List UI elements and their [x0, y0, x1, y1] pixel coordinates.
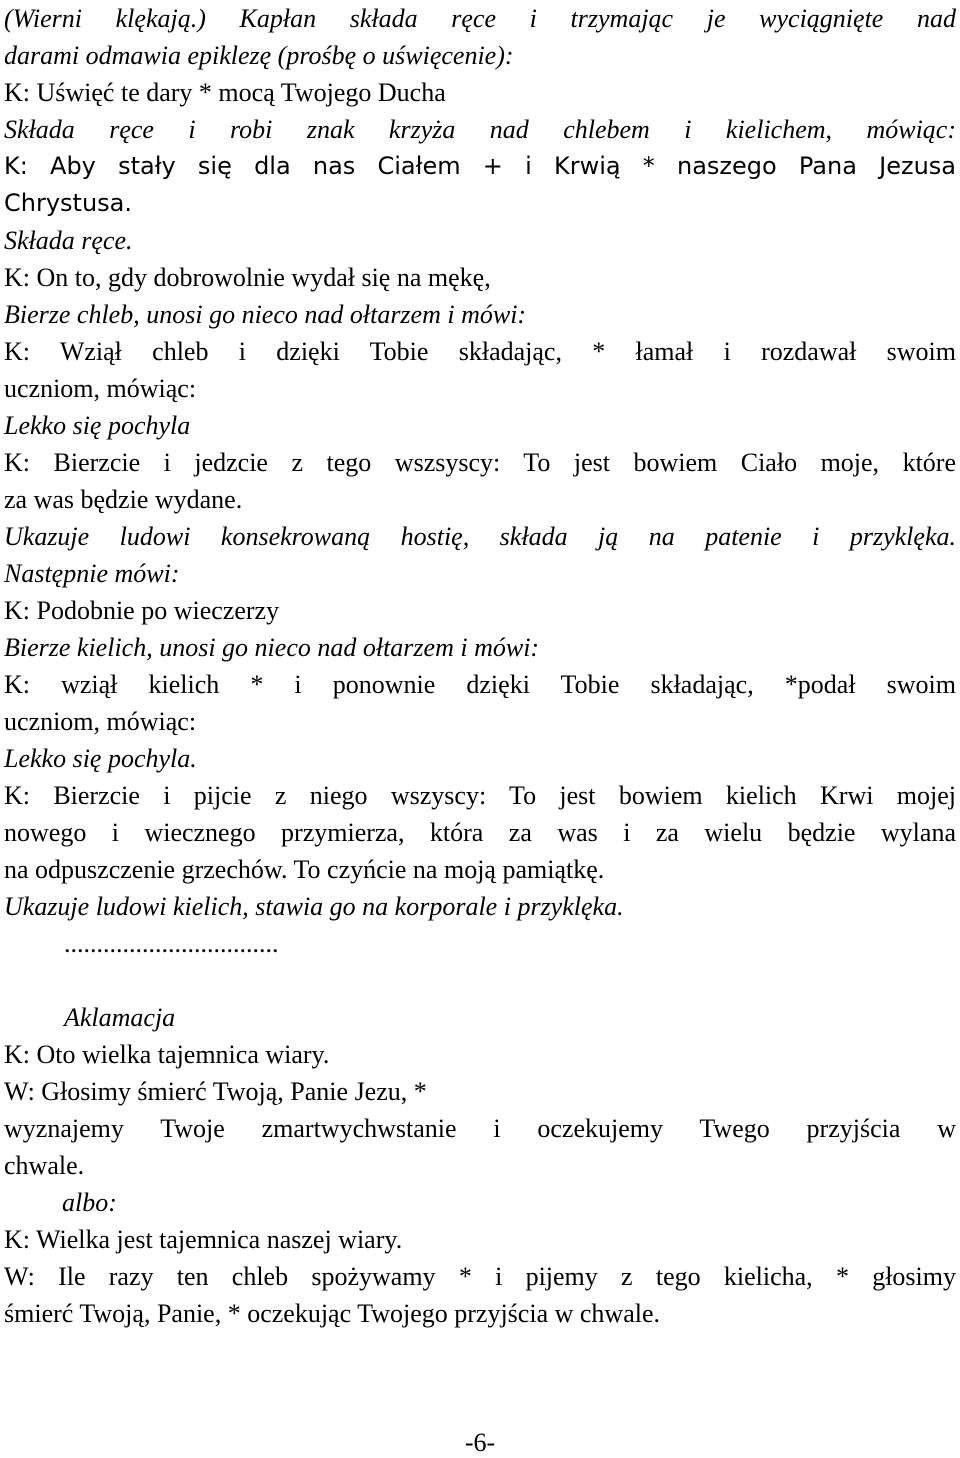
rubric-line: darami odmawia epiklezę (prośbę o uświęcenie): — [4, 41, 514, 70]
text-line: Chrystusa. — [4, 189, 133, 217]
rubric-line: Lekko się pochyla — [4, 411, 191, 440]
text-line: W: Głosimy śmierć Twoją, Panie Jezu, * — [4, 1077, 427, 1106]
text-line: K: Bierzcie i jedzcie z tego wszsyscy: To jest bowiem Ciało moje, które — [4, 448, 956, 477]
text-line: wyznajemy Twoje zmartwychwstanie i oczekujemy Twego przyjścia w — [4, 1114, 956, 1143]
blank-space — [4, 962, 956, 999]
alternative-label-text: albo: — [62, 1188, 117, 1217]
text-line: K: Bierzcie i pijcie z niego wszyscy: To jest bowiem kielich Krwi mojej — [4, 781, 956, 810]
text-line: za was będzie wydane. — [4, 485, 243, 514]
rubric-line: Ukazuje ludowi kielich, stawia go na korporale i przyklęka. — [4, 892, 624, 921]
rubric-line: Następnie mówi: — [4, 559, 180, 588]
text-line: chwale. — [4, 1151, 85, 1180]
rubric-line: Bierze chleb, unosi go nieco nad ołtarzem i mówi: — [4, 300, 527, 329]
rubric-line: Składa ręce. — [4, 226, 133, 255]
document-body — [4, 0, 956, 1332]
rubric-line: Lekko się pochyla. — [4, 744, 197, 773]
text-line: K: wziął kielich * i ponownie dzięki Tobie składając, *podał swoim — [4, 670, 956, 699]
text-line: śmierć Twoją, Panie, * oczekując Twojego przyjścia w chwale. — [4, 1299, 661, 1328]
rubric-line: (Wierni klękają.) Kapłan składa ręce i trzymając je wyciągnięte nad — [4, 4, 956, 33]
alternative-label — [4, 1184, 956, 1221]
text-line: K: Aby stały się dla nas Ciałem + i Krwią * naszego Pana Jezusa — [4, 152, 956, 180]
dotted-separator: ................................. — [64, 929, 279, 958]
text-line: K: Uświęć te dary * mocą Twojego Ducha — [4, 78, 446, 107]
text-line: K: Podobnie po wieczerzy — [4, 596, 280, 625]
text-line: K: Oto wielka tajemnica wiary. — [4, 1040, 330, 1069]
text-line: K: On to, gdy dobrowolnie wydał się na mękę, — [4, 263, 491, 292]
page-number: -6- — [464, 1428, 496, 1457]
rubric-line: Ukazuje ludowi konsekrowaną hostię, składa ją na patenie i przyklęka. — [4, 522, 956, 551]
text-line: K: Wielka jest tajemnica naszej wiary. — [4, 1225, 403, 1254]
rubric-line: Składa ręce i robi znak krzyża nad chlebem i kielichem, mówiąc: — [4, 115, 956, 144]
text-line: nowego i wiecznego przymierza, która za was i za wielu będzie wylana — [4, 818, 956, 847]
text-line: na odpuszczenie grzechów. To czyńcie na moją pamiątkę. — [4, 855, 605, 884]
rubric-line: Bierze kielich, unosi go nieco nad ołtarzem i mówi: — [4, 633, 540, 662]
text-line: uczniom, mówiąc: — [4, 707, 197, 736]
text-line: W: Ile razy ten chleb spożywamy * i pijemy z tego kielicha, * głosimy — [4, 1262, 956, 1291]
text-line: K: Wziął chleb i dzięki Tobie składając, * łamał i rozdawał swoim — [4, 337, 956, 366]
text-line: uczniom, mówiąc: — [4, 374, 197, 403]
section-heading: Aklamacja — [64, 1003, 176, 1032]
